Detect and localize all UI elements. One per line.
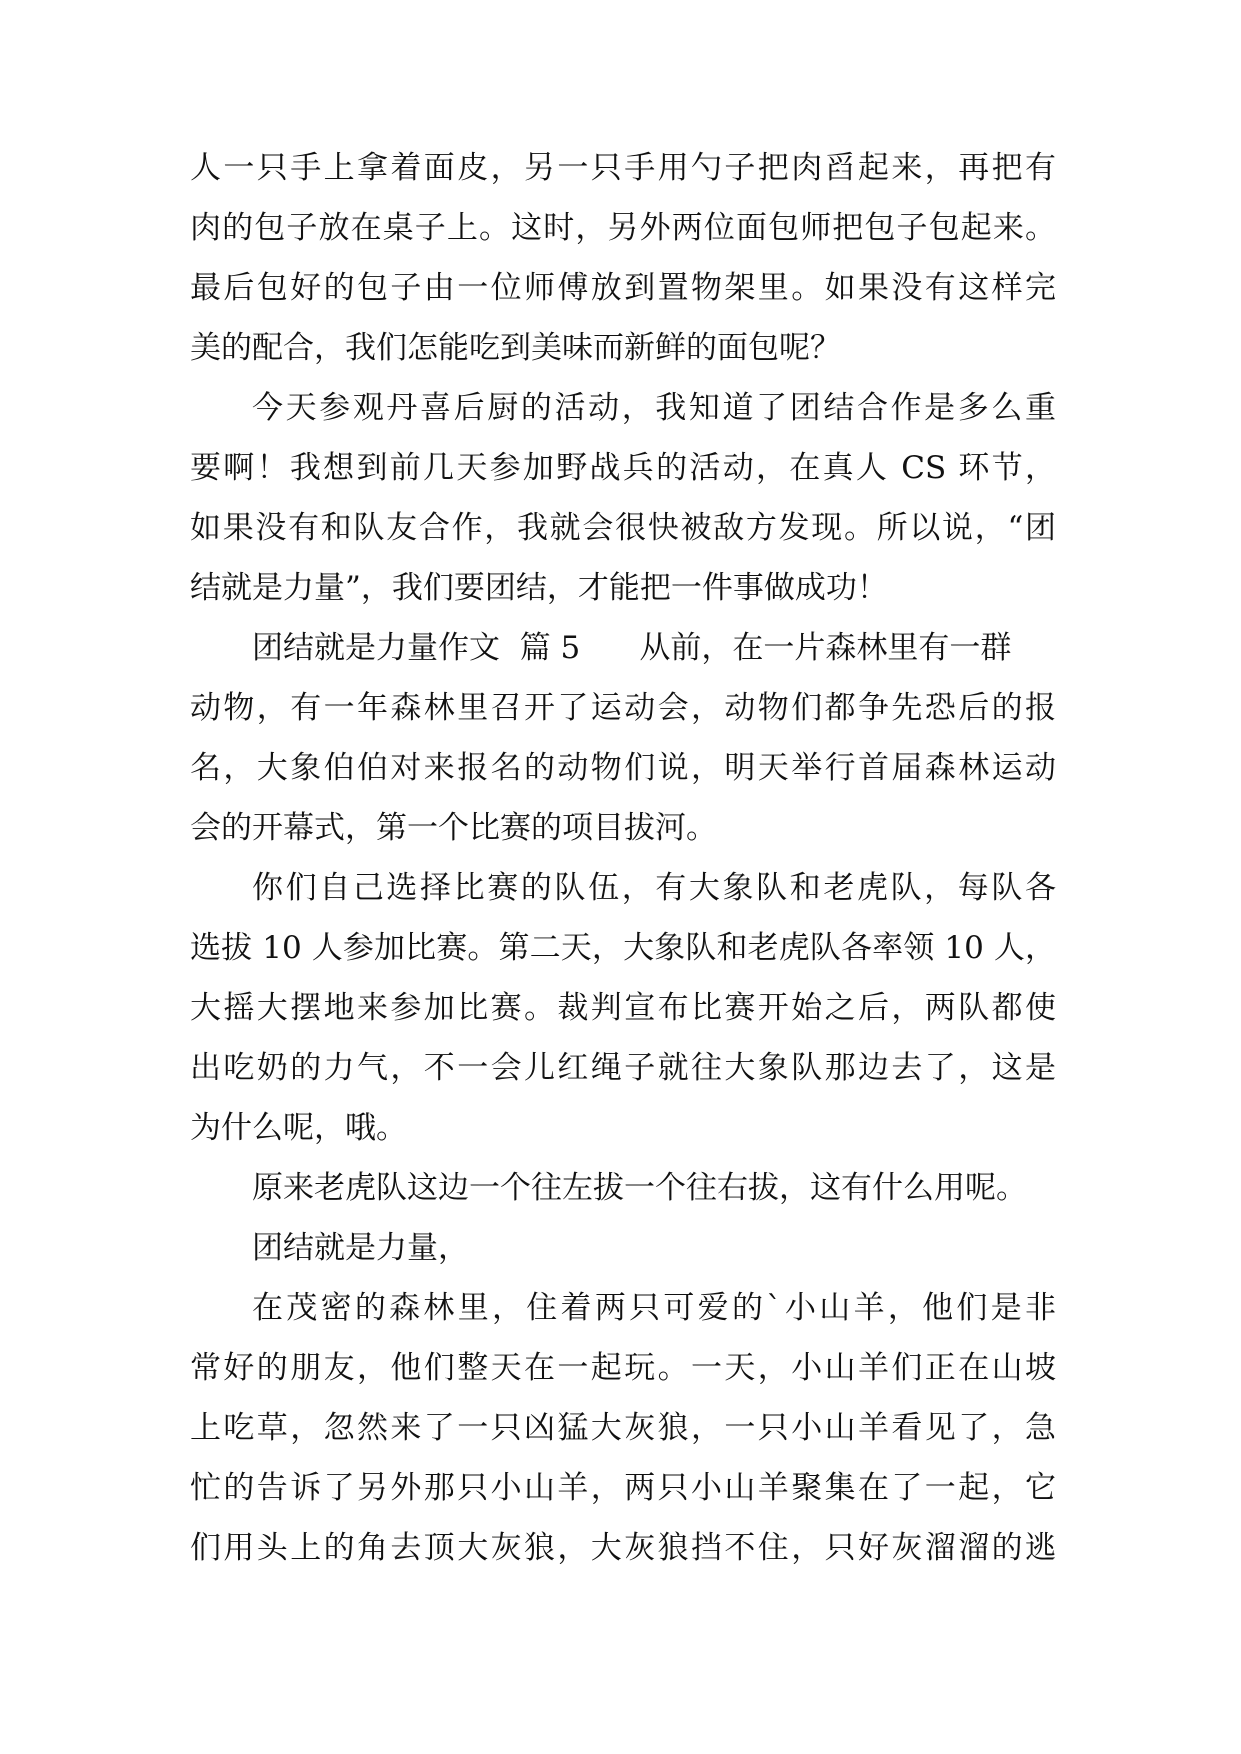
text-line: 上吃草，忽然来了一只凶猛大灰狼，一只小山羊看见了，急 [190, 1410, 1056, 1446]
text-line: 动物，有一年森林里召开了运动会，动物们都争先恐后的报 [190, 690, 1056, 726]
text-line: 如果没有和队友合作，我就会很快被敌方发现。所以说，“团 [190, 510, 1056, 546]
text-line: 你们自己选择比赛的队伍，有大象队和老虎队，每队各 [252, 870, 1056, 906]
text-line: 们用头上的角去顶大灰狼，大灰狼挡不住，只好灰溜溜的逃 [190, 1530, 1056, 1566]
text-line: 忙的告诉了另外那只小山羊，两只小山羊聚集在了一起，它 [190, 1470, 1056, 1506]
section-heading-line: 团结就是力量作文 篇 5 从前，在一片森林里有一群 [252, 630, 1012, 666]
text-line: 今天参观丹喜后厨的活动，我知道了团结合作是多么重 [252, 390, 1056, 426]
text-line: 大摇大摆地来参加比赛。裁判宣布比赛开始之后，两队都使 [190, 990, 1056, 1026]
text-line: 选拔 10 人参加比赛。第二天，大象队和老虎队各率领 10 人， [190, 930, 1056, 966]
text-line: 在茂密的森林里，住着两只可爱的`小山羊，他们是非 [252, 1290, 1056, 1326]
text-line: 团结就是力量， [252, 1230, 469, 1266]
text-line: 常好的朋友，他们整天在一起玩。一天，小山羊们正在山坡 [190, 1350, 1056, 1386]
text-line: 原来老虎队这边一个往左拔一个往右拔，这有什么用呢。 [252, 1170, 1027, 1206]
text-line: 要啊！我想到前几天参加野战兵的活动，在真人 CS 环节， [190, 450, 1056, 486]
text-line: 人一只手上拿着面皮，另一只手用勺子把肉舀起来，再把有 [190, 150, 1056, 186]
text-line: 为什么呢，哦。 [190, 1110, 407, 1146]
text-line: 出吃奶的力气，不一会儿红绳子就往大象队那边去了，这是 [190, 1050, 1056, 1086]
text-line: 肉的包子放在桌子上。这时，另外两位面包师把包子包起来。 [190, 210, 1056, 246]
text-line: 结就是力量”，我们要团结，才能把一件事做成功！ [190, 570, 888, 606]
text-line: 美的配合，我们怎能吃到美味而新鲜的面包呢？ [190, 330, 841, 366]
text-line: 名，大象伯伯对来报名的动物们说，明天举行首届森林运动 [190, 750, 1056, 786]
text-line: 会的开幕式，第一个比赛的项目拔河。 [190, 810, 717, 846]
text-line: 最后包好的包子由一位师傅放到置物架里。如果没有这样完 [190, 270, 1056, 306]
